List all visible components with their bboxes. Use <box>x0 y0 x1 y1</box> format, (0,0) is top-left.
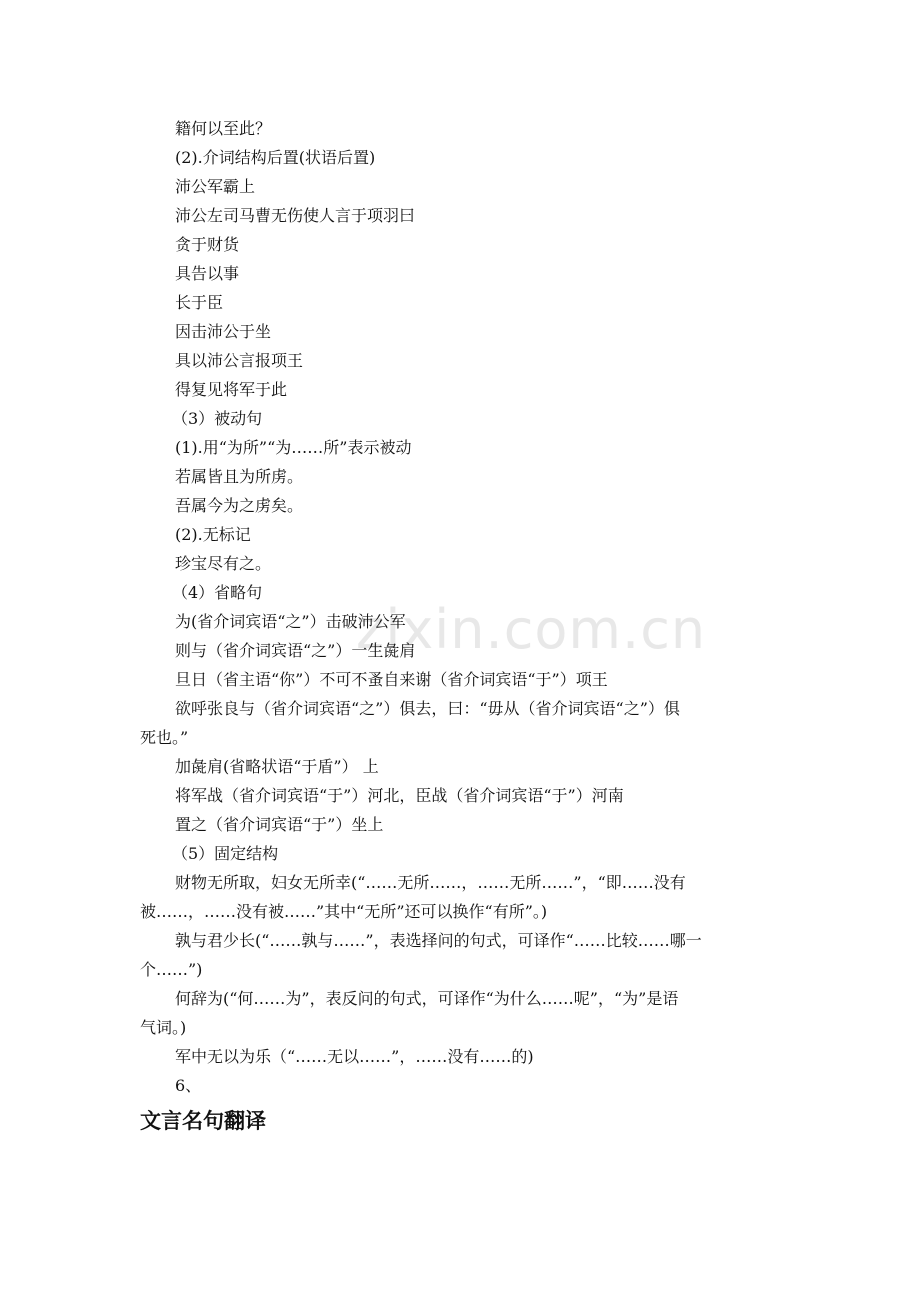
text-line: 军中无以为乐（“……无以……”，……没有……的) <box>175 1047 534 1066</box>
text-line: 沛公左司马曹无伤使人言于项羽曰 <box>175 206 416 225</box>
text-line: 财物无所取，妇女无所幸(“……无所……，……无所……”，“即……没有 <box>175 873 686 892</box>
text-line-continuation: 被……，……没有被……”其中“无所”还可以换作“有所”。) <box>140 902 548 921</box>
section-title: 文言名句翻译 <box>140 1109 266 1133</box>
text-line: 欲呼张良与（省介词宾语“之”）俱去，曰：“毋从（省介词宾语“之”）俱 <box>175 699 680 718</box>
text-line-continuation: 个……”) <box>140 960 203 979</box>
watermark: zixin.com.cn <box>356 598 707 661</box>
text-line: 因击沛公于坐 <box>175 322 272 341</box>
text-line: 长于臣 <box>175 293 224 312</box>
text-line: (2).无标记 <box>175 525 251 544</box>
text-line-continuation: 死也。” <box>140 728 189 747</box>
text-line: 吾属今为之虏矣。 <box>175 496 304 515</box>
text-line-continuation: 气词。) <box>140 1018 187 1037</box>
text-line: 珍宝尽有之。 <box>175 554 272 573</box>
text-line: 将军战（省介词宾语“于”）河北，臣战（省介词宾语“于”）河南 <box>175 786 624 805</box>
text-line: 为(省介词宾语“之”）击破沛公军 <box>175 612 406 631</box>
text-line: 贪于财货 <box>175 235 240 254</box>
text-line: 具告以事 <box>175 264 240 283</box>
text-line: 则与（省介词宾语“之”）一生彘肩 <box>175 641 416 660</box>
text-line: 旦日（省主语“你”）不可不蚤自来谢（省介词宾语“于”）项王 <box>175 670 608 689</box>
text-line: 籍何以至此？ <box>175 119 272 138</box>
text-line: 得复见将军于此 <box>175 380 288 399</box>
section-heading: （3）被动句 <box>172 409 263 428</box>
text-line: 孰与君少长(“……孰与……”，表选择问的句式，可译作“……比较……哪一 <box>175 931 702 950</box>
text-line: 何辞为(“何……为”，表反问的句式，可译作“为什么……呢”，“为”是语 <box>175 989 679 1008</box>
section-heading: （5）固定结构 <box>172 844 279 863</box>
text-line: 具以沛公言报项王 <box>175 351 304 370</box>
text-line: 加彘肩(省略状语“于盾”） 上 <box>175 757 379 776</box>
list-number: 6、 <box>175 1076 202 1095</box>
text-line: (1).用“为所”“为……所”表示被动 <box>175 438 412 457</box>
text-line: 置之（省介词宾语“于”）坐上 <box>175 815 384 834</box>
section-heading: （4）省略句 <box>172 583 263 602</box>
text-line: (2).介词结构后置(状语后置) <box>175 148 376 167</box>
text-line: 沛公军霸上 <box>175 177 256 196</box>
text-line: 若属皆且为所虏。 <box>175 467 304 486</box>
